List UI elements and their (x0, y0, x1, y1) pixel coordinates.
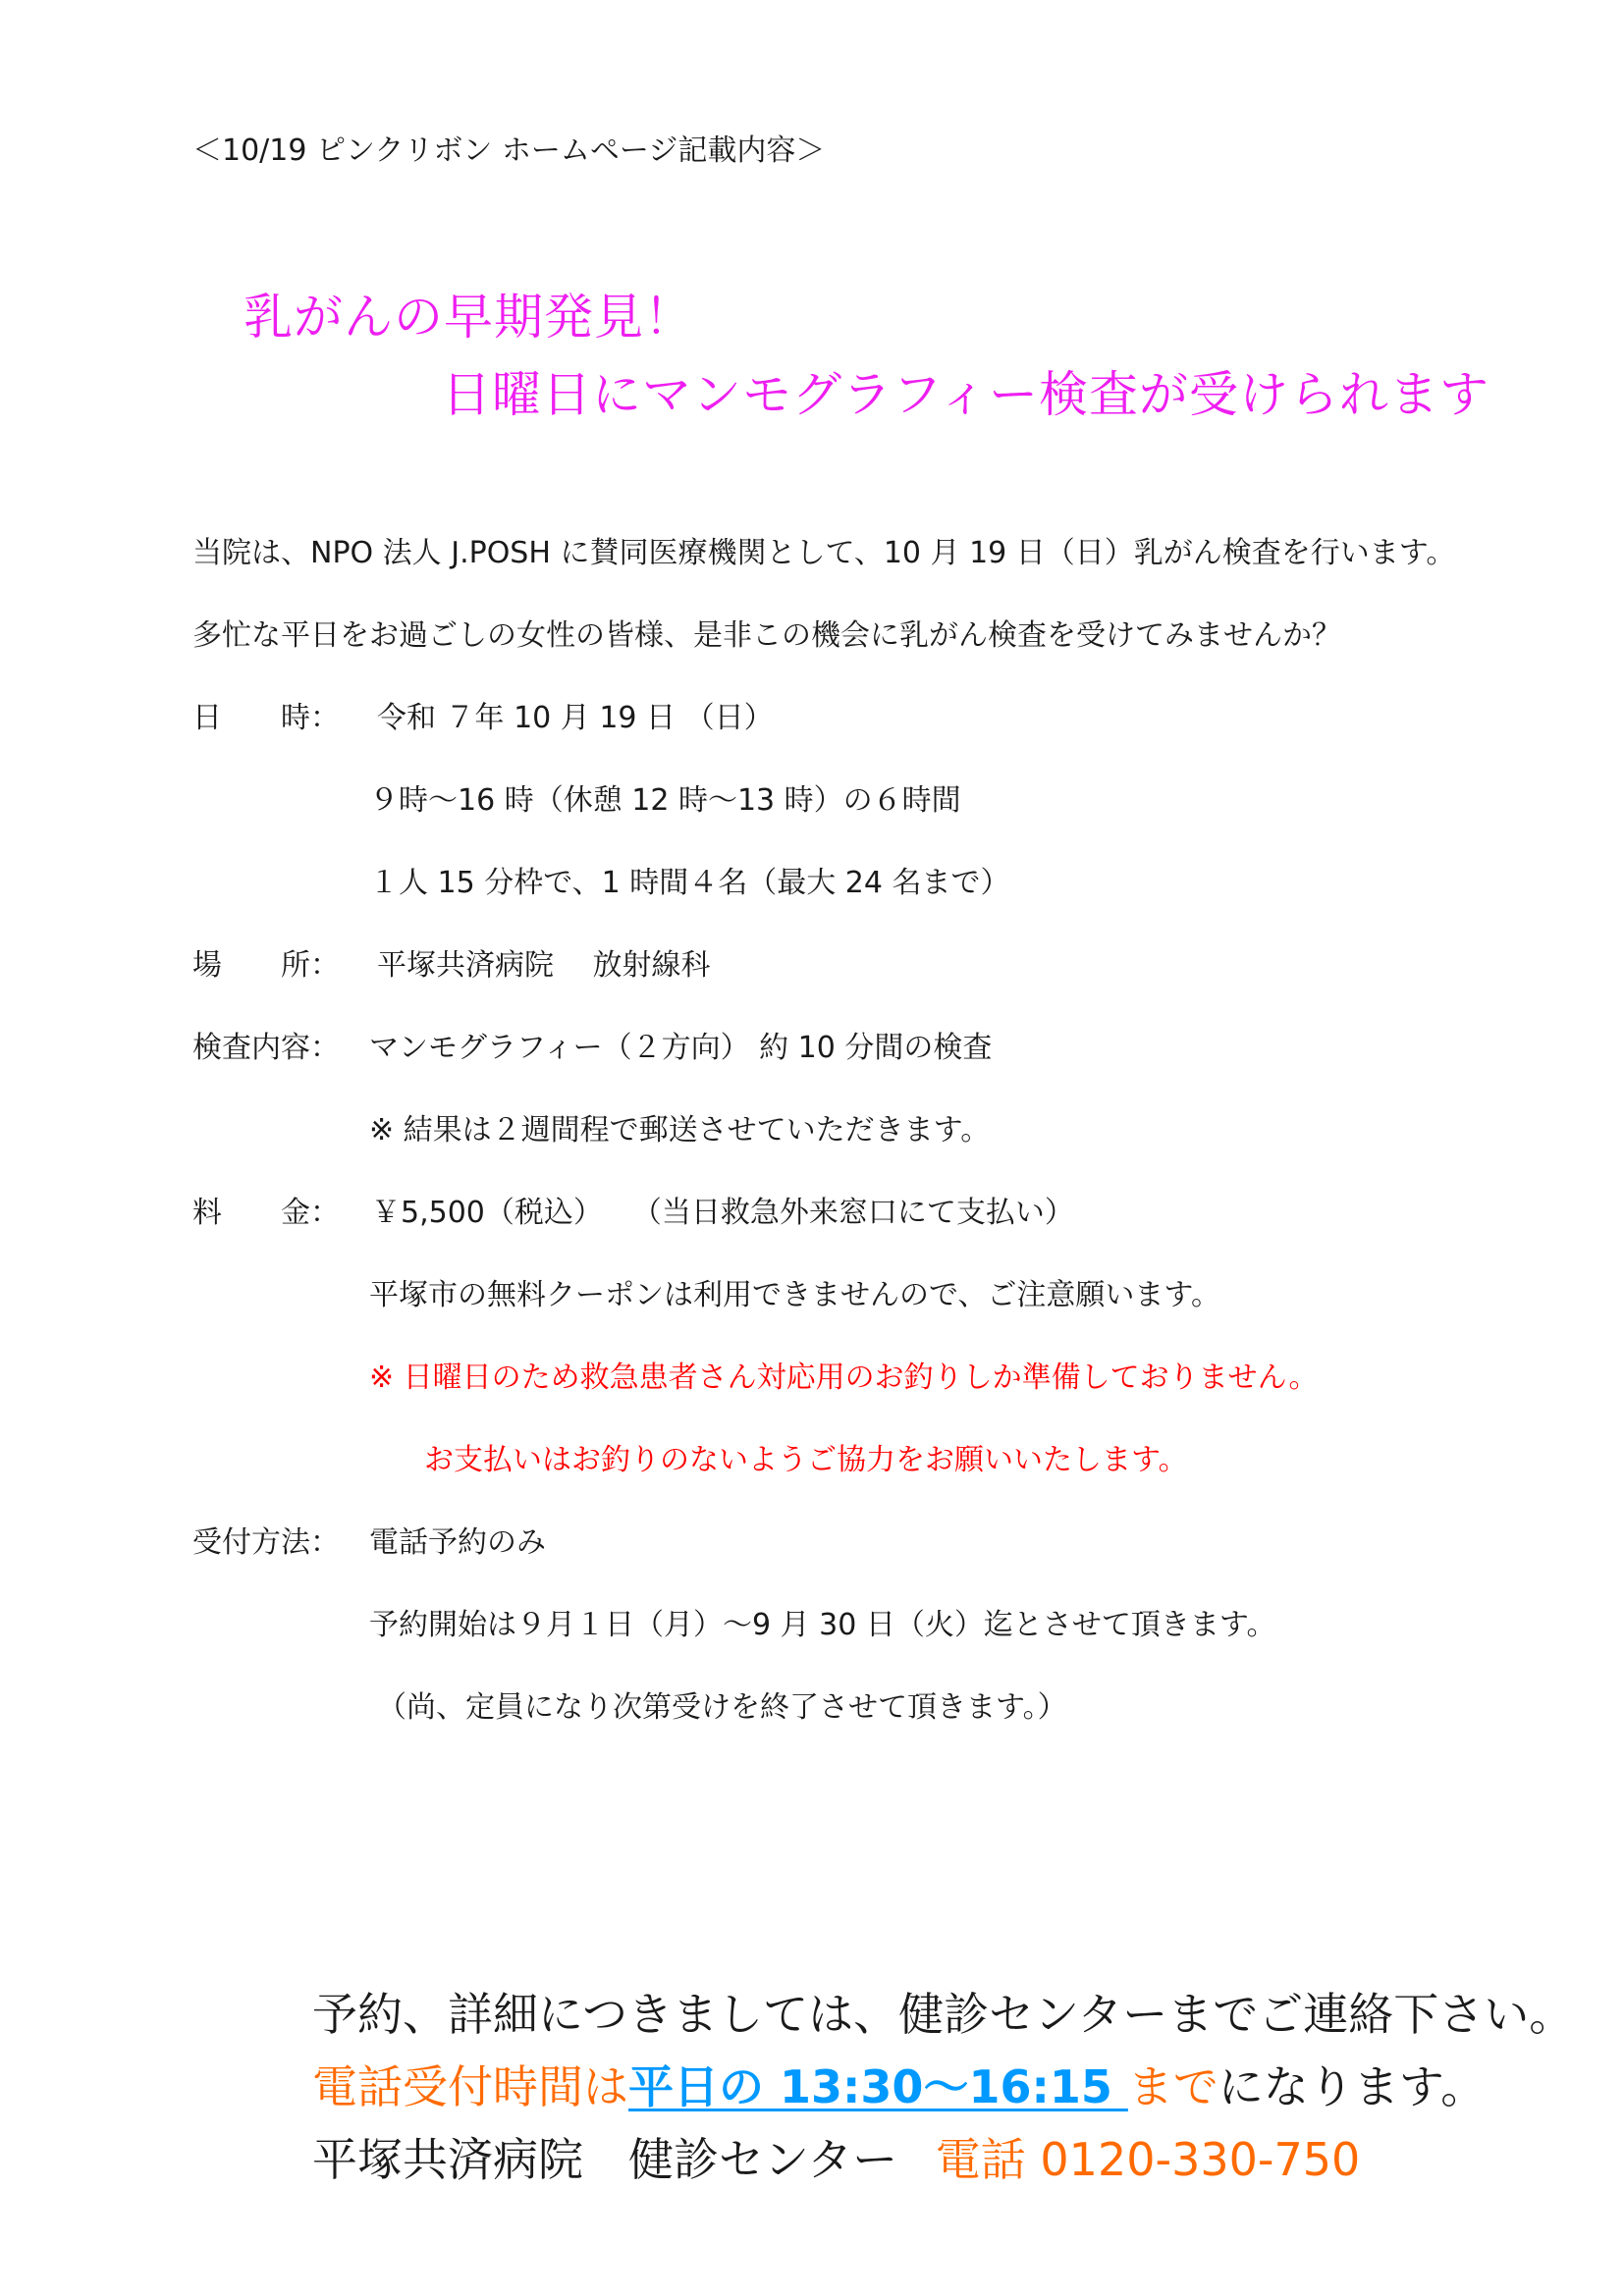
fee-warning-line2: お支払いはお釣りのないようご協力をお願いいたします。 (424, 1443, 1188, 1477)
footer-hours-suffix: になります。 (1218, 2060, 1487, 2113)
fee-note: 平塚市の無料クーポンは利用できませんので、ご注意願います。 (369, 1278, 1220, 1312)
fee-warning-line1: ※ 日曜日のため救急患者さん対応用のお釣りしか準備しておりません。 (369, 1361, 1319, 1395)
exam-label: 検査内容： (192, 1031, 340, 1065)
footer-hours-prefix: 電話受付時間は (312, 2060, 628, 2113)
footer-hours-made: まで (1127, 2060, 1218, 2113)
headline-line1: 乳がんの早期発見！ (244, 289, 694, 346)
schedule-date: 令和 ７年 10 月 19 日 （日） (377, 701, 774, 735)
footer-phone[interactable]: 電話 0120-330-750 (935, 2133, 1361, 2186)
footer-line3 (312, 2124, 1360, 2189)
schedule-slots: １人 15 分枠で、1 時間４名（最大 24 名まで） (369, 866, 1010, 900)
reception-value: 電話予約のみ (369, 1525, 546, 1560)
reception-label: 受付方法： (192, 1525, 340, 1560)
footer-line2 (312, 2052, 1486, 2116)
header-note: ＜10/19 ピンクリボン ホームページ記載内容＞ (192, 133, 826, 168)
exam-value: マンモグラフィー（２方向） 約 10 分間の検査 (369, 1031, 993, 1065)
footer-hours-link[interactable]: 平日の 13:30～16:15 (628, 2060, 1128, 2113)
schedule-label: 日 時： (192, 701, 340, 735)
reception-note: （尚、定員になり次第受けを終了させて頂きます。） (377, 1690, 1067, 1725)
footer-line1: 予約、詳細につきましては、健診センターまでご連絡下さい。 (312, 1988, 1575, 2041)
intro-line2: 多忙な平日をお過ごしの女性の皆様、是非この機会に乳がん検査を受けてみませんか？ (192, 618, 1341, 653)
headline-line2: 日曜日にマンモグラフィー検査が受けられます (442, 366, 1489, 423)
footer-hospital-name: 平塚共済病院 健診センター (312, 2133, 898, 2186)
fee-label: 料 金： (192, 1196, 340, 1230)
fee-value: ￥5,500（税込） （当日救急外来窓口にて支払い） (371, 1196, 1074, 1230)
place-label: 場 所： (192, 948, 340, 983)
reception-period: 予約開始は９月１日（月）～9 月 30 日（火）迄とさせて頂きます。 (369, 1608, 1276, 1642)
exam-note: ※ 結果は２週間程で郵送させていただきます。 (369, 1113, 991, 1148)
schedule-hours: ９時～16 時（休憩 12 時～13 時）の６時間 (369, 783, 961, 818)
intro-line1: 当院は、NPO 法人 J.POSH に賛同医療機関として、10 月 19 日（日）乳がん検査を行います。 (192, 536, 1456, 570)
place-value: 平塚共済病院 放射線科 (377, 948, 711, 983)
